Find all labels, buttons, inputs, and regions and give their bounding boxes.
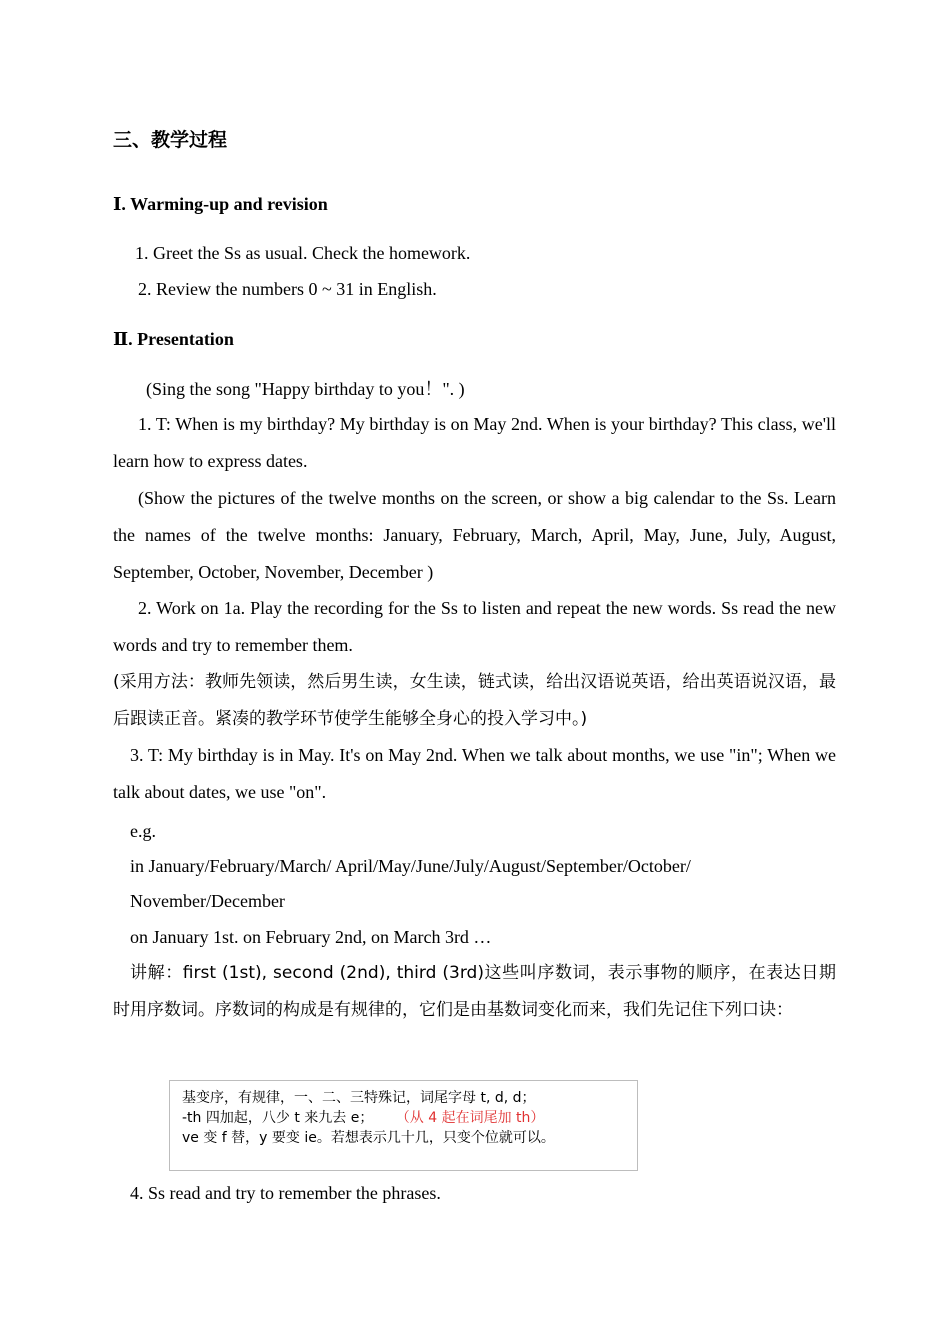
explain-paragraph: 讲解：first (1st), second (2nd), third (3rd)这些叫序数词，表示事物的顺序，在表达日期时用序数词。序数词的构成是有规律的，它们是由基数词变化而来，我们先记住下列口诀： (113, 963, 836, 1020)
method-paragraph: (采用方法：教师先领读，然后男生读，女生读，链式读，给出汉语说英语，给出英语说汉语，最后跟读正音。紧凑的教学环节使学生能够全身心的投入学习中。) (113, 672, 836, 729)
eg-label: e.g. (130, 821, 156, 841)
months-line-2: November/December (130, 891, 285, 911)
part1-heading: Ⅰ. Warming-up and revision (113, 194, 328, 214)
dates-line: on January 1st. on February 2nd, on March 3rd … (130, 927, 492, 947)
part1-item-2: 2. Review the numbers 0 ~ 31 in English. (138, 279, 437, 299)
rhyme-line-1: 基变序，有规律，一、二、三特殊记，词尾字母 t, d, d； (182, 1090, 536, 1106)
step4-line: 4. Ss read and try to remember the phrases. (130, 1183, 441, 1203)
step3-paragraph: 3. T: My birthday is in May. It's on May 2nd. When we talk about months, we use "in"; When we talk about dates, we use "on". (113, 745, 836, 802)
part2-heading: Ⅱ. Presentation (113, 329, 234, 349)
part1-item-1: 1. Greet the Ss as usual. Check the homework. (135, 243, 471, 263)
rhyme-box (169, 1080, 638, 1171)
step1-show-paragraph: (Show the pictures of the twelve months on the screen, or show a big calendar to the Ss. Learn the names of the twelve months: January, February, March, April, May, June, July, August, September, October, November, December ) (113, 488, 836, 582)
section-heading: 三、教学过程 (113, 129, 228, 151)
months-line-1: in January/February/March/ April/May/June/July/August/September/October/ (130, 856, 691, 876)
rhyme-note: （从 4 起在词尾加 th） (395, 1110, 545, 1126)
rhyme-line-2-main: -th 四加起，八少 t 来九去 e； (182, 1110, 374, 1126)
step2-paragraph: 2. Work on 1a. Play the recording for the Ss to listen and repeat the new words. Ss read the new words and try to remember them. (113, 598, 836, 655)
step1-paragraph: 1. T: When is my birthday? My birthday is on May 2nd. When is your birthday? This class, we'll learn how to express dates. (113, 414, 836, 471)
rhyme-line-2 (182, 1108, 544, 1128)
rhyme-line-3: ve 变 f 替，y 要变 ie。若想表示几十几，只变个位就可以。 (182, 1130, 555, 1146)
song-line: (Sing the song "Happy birthday to you！". ) (146, 379, 465, 399)
